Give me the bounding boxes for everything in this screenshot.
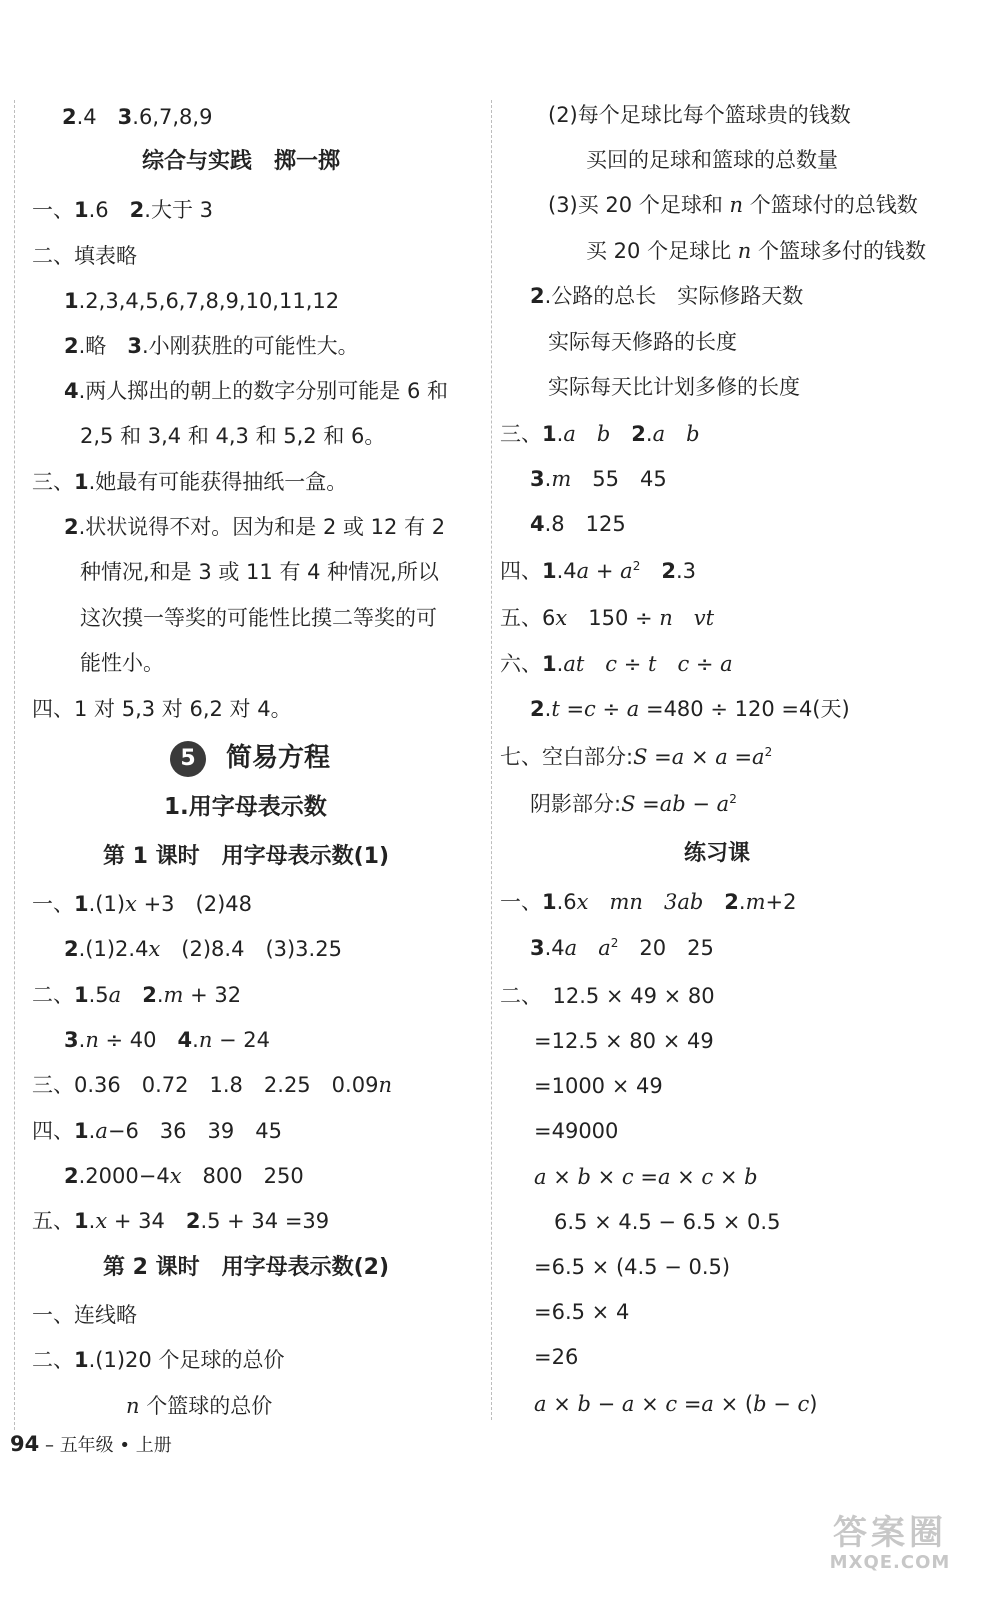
answer-line: 2,5 和 3,4 和 4,3 和 5,2 和 6。 [80, 424, 386, 448]
answer-line: 四、1.a−6 36 39 45 [32, 1119, 282, 1143]
answer-line: 2.公路的总长 实际修路天数 [530, 284, 804, 308]
answer-line: 一、1.(1)x +3 (2)48 [32, 892, 252, 916]
answer-line: (3)买 20 个足球和 n 个篮球付的总钱数 [548, 193, 918, 217]
calc-line: =6.5 × 4 [534, 1300, 630, 1324]
answer-line: 七、空白部分:S $=a \times a =a^2$ [500, 745, 773, 769]
answer-line: 阴影部分:S $=ab - a^2$ [530, 792, 737, 816]
chapter-title: 简易方程 [226, 743, 331, 773]
answer-line: 买 20 个足球比 n 个篮球多付的钱数 [586, 239, 926, 263]
answer-line: 实际每天比计划多修的长度 [548, 375, 800, 399]
book-label: 五年级 • 上册 [59, 1435, 172, 1456]
calc-line: =1000 × 49 [534, 1074, 663, 1098]
answer-line: 这次摸一等奖的可能性比摸二等奖的可 [80, 606, 437, 630]
answer-line: 能性小。 [80, 651, 164, 675]
answer-line: 二、填表略 [32, 244, 137, 268]
answer-line: 四、$1.4a + a^2$ 2.3 [500, 559, 696, 583]
answer-line: 实际每天修路的长度 [548, 330, 737, 354]
answer-line: 2.(1)2.4x (2)8.4 (3)3.25 [64, 937, 342, 961]
column-divider [491, 100, 492, 1420]
answer-line: 3.n ÷ 40 4.n − 24 [64, 1028, 271, 1052]
site-watermark: 答案圈 MXQE.COM [829, 1513, 951, 1573]
calc-line: 二、 12.5 × 49 × 80 [500, 984, 715, 1008]
answer-line: 买回的足球和篮球的总数量 [586, 148, 838, 172]
answer-line: 一、1.6 2.大于 3 [32, 198, 214, 222]
answer-line: 2.2000−4x 800 250 [64, 1164, 304, 1188]
practice-title: 练习课 [684, 841, 751, 866]
answer-line: 六、1.at c ÷ t c ÷ a [500, 652, 733, 676]
chapter-number-badge: 5 [170, 741, 206, 777]
answer-line: 1.2,3,4,5,6,7,8,9,10,11,12 [64, 289, 340, 313]
formula-line: a × b − a × c =a × (b − c) [534, 1392, 818, 1416]
answer-line: 4.两人掷出的朝上的数字分别可能是 6 和 [64, 379, 449, 403]
chapter-heading [170, 738, 330, 778]
calc-line: 6.5 × 4.5 − 6.5 × 0.5 [554, 1210, 781, 1234]
answer-line: 三、0.36 0.72 1.8 2.25 0.09n [32, 1073, 392, 1097]
answer-line: 3.m 55 45 [530, 467, 667, 491]
answer-line: (2)每个足球比每个篮球贵的钱数 [548, 103, 851, 127]
answer-line: 三、1.a b 2.a b [500, 422, 700, 446]
calc-line: =6.5 × (4.5 − 0.5) [534, 1255, 731, 1279]
left-margin-rule [14, 100, 15, 1430]
answer-line: 二、1.5a 2.m + 32 [32, 983, 242, 1007]
answer-line: 五、6x 150 ÷ n vt [500, 606, 715, 630]
answer-line: 一、1.6x mn 3ab 2.m+2 [500, 890, 797, 914]
calc-line: =49000 [534, 1119, 619, 1143]
answer-line: 4.8 125 [530, 512, 626, 536]
answer-line: 2.4 3.6,7,8,9 [62, 105, 213, 129]
calc-line: =26 [534, 1345, 579, 1369]
answer-line: 2.t =c ÷ a =480 ÷ 120 =4(天) [530, 697, 850, 721]
answer-line: n 个篮球的总价 [126, 1394, 273, 1418]
page-number: 94 [10, 1432, 40, 1456]
answer-line: 五、1.x + 34 2.5 + 34 =39 [32, 1209, 330, 1233]
lesson-title: 第 2 课时 用字母表示数(2) [103, 1255, 390, 1280]
page-footer: 94 – 五年级 • 上册 [10, 1432, 172, 1456]
answer-line: 一、连线略 [32, 1303, 137, 1327]
formula-line: a × b × c =a × c × b [534, 1165, 758, 1189]
answer-line: 四、1 对 5,3 对 6,2 对 4。 [32, 697, 292, 721]
answer-line: 三、1.她最有可能获得抽纸一盒。 [32, 470, 348, 494]
answer-line: 2.状状说得不对。因为和是 2 或 12 有 2 [64, 515, 446, 539]
section-title: 综合与实践 掷一掷 [142, 149, 341, 174]
answer-line: 种情况,和是 3 或 11 有 4 种情况,所以 [80, 560, 439, 584]
answer-line: 2.略 3.小刚获胜的可能性大。 [64, 334, 359, 358]
answer-line: 二、1.(1)20 个足球的总价 [32, 1348, 285, 1372]
lesson-title: 第 1 课时 用字母表示数(1) [103, 844, 390, 869]
calc-line: =12.5 × 80 × 49 [534, 1029, 714, 1053]
subsection-title: 1.用字母表示数 [164, 794, 327, 820]
answer-line: 3.4a $a^2$ 20 25 [530, 936, 714, 960]
